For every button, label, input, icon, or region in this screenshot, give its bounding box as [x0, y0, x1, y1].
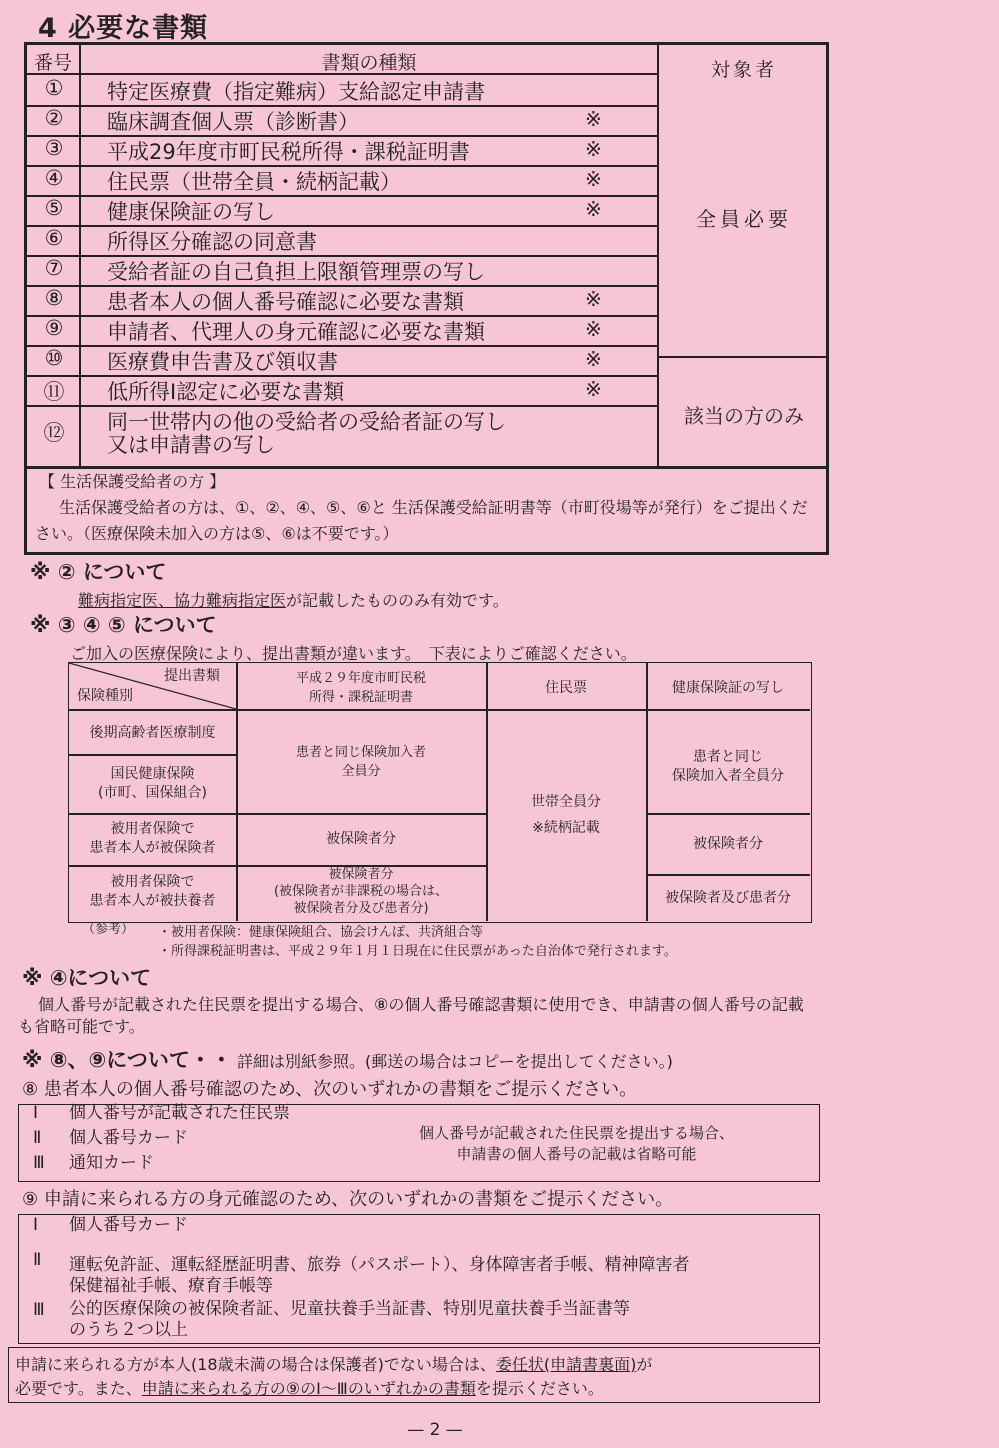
row-number: ⑦	[44, 256, 64, 280]
note-345-heading: ※ ③ ④ ⑤ について	[30, 613, 217, 637]
cell-hc-all-members: 患者と同じ 保険加入者全員分	[672, 749, 784, 784]
row-number: ③	[44, 136, 64, 160]
note-89-line	[22, 1044, 673, 1074]
cell-tax-dependent: 被保険者分 (被保険者が非課税の場合は、 被保険者分及び患者分)	[273, 867, 449, 916]
final-note-line-1: 申請に来られる方が本人(18歳未満の場合は保護者)でない場合は、委任状(申請書裏面)が	[15, 1355, 653, 1374]
row-number: ⑨	[44, 316, 64, 340]
row-mark: ※	[585, 347, 602, 371]
ref-label: （参考）	[82, 922, 135, 937]
target-applicable-only: 該当の方のみ	[684, 404, 804, 428]
row-employee-insured: 被用者保険で 患者本人が被保険者	[89, 821, 216, 856]
sec-9-item-3: 公的医療保険の被保険者証、児童扶養手当証書、特別児童扶養手当証書等 のうち２つ以上	[69, 1299, 630, 1340]
sec-9-roman-3: Ⅲ	[33, 1300, 45, 1320]
insurance-type-table	[68, 662, 812, 923]
row-number: ①	[44, 76, 64, 100]
row-employee-dependent: 被用者保険で 患者本人が被扶養者	[89, 874, 216, 909]
note-4-heading: ※ ④について	[22, 966, 152, 990]
cell-resident-household: 世帯全員分 ※続柄記載	[531, 794, 601, 836]
header-document-type: 書類の種類	[321, 52, 417, 74]
sec-8-heading: ⑧ 患者本人の個人番号確認のため、次のいずれかの書類をご提示ください。	[22, 1079, 638, 1100]
sec-9-roman-1: Ⅰ	[33, 1215, 39, 1235]
cell-tax-insured: 被保険者分	[326, 831, 396, 847]
sec-8-item-2: 個人番号カード	[69, 1128, 188, 1148]
row-document-name: 医療費申告書及び領収書	[107, 350, 338, 374]
sec-8-roman-2: Ⅱ	[33, 1128, 42, 1148]
welfare-recipients-box	[24, 468, 829, 555]
corner-submission-docs: 提出書類	[164, 668, 220, 684]
row-document-name: 住民票（世帯全員・続柄記載）	[107, 170, 401, 194]
sec-9-roman-2: Ⅱ	[33, 1250, 42, 1270]
ref-line-1: ・被用者保険：健康保険組合、協会けんぽ、共済組合等	[158, 925, 484, 940]
page-number: — 2 —	[407, 1420, 463, 1440]
row-document-name: 受給者証の自己負担上限額管理票の写し	[107, 260, 485, 284]
final-note-box	[8, 1347, 820, 1403]
col-resident-record: 住民票	[545, 680, 587, 696]
row-number: ⑧	[44, 286, 64, 310]
row-number: ⑥	[44, 226, 64, 250]
row-number: ⑫	[43, 421, 65, 445]
row-document-name: 臨床調査個人票（診断書）	[107, 110, 359, 134]
row-document-name-cont: 又は申請書の写し	[107, 433, 275, 457]
row-number: ⑤	[44, 196, 64, 220]
sec-8-item-3: 通知カード	[69, 1153, 154, 1173]
row-document-name: 平成29年度市町民税所得・課税証明書	[107, 140, 470, 164]
row-document-name: 所得区分確認の同意書	[107, 230, 317, 254]
row-document-name: 同一世帯内の他の受給者の受給者証の写し	[107, 410, 506, 434]
note-4-text: 個人番号が記載された住民票を提出する場合、⑧の個人番号確認書類に使用でき、申請書の個人番号の記載も省略可能です。	[18, 995, 804, 1036]
row-document-name: 患者本人の個人番号確認に必要な書類	[107, 290, 464, 314]
row-mark: ※	[585, 287, 602, 311]
row-mark: ※	[585, 377, 602, 401]
welfare-text: 生活保護受給者の方は、①、②、④、⑤、⑥と 生活保護受給証明書等（市町役場等が発行）をご提出ください。（医療保険未加入の方は⑤、⑥は不要です。）	[35, 498, 808, 543]
row-document-name: 低所得Ⅰ認定に必要な書類	[107, 380, 345, 404]
header-number: 番号	[33, 52, 72, 74]
col-tax-certificate: 平成２９年度市町民税 所得・課税証明書	[295, 671, 426, 705]
sec-9-box	[18, 1214, 820, 1344]
header-target: 対象者	[710, 59, 777, 81]
row-mark: ※	[585, 317, 602, 341]
sec-9-item-2: 運転免許証、運転経歴証明書、旅券（パスポート）、身体障害者手帳、精神障害者 保健福祉手帳、療育手帳等	[69, 1255, 690, 1296]
section-title: 4 必要な書類	[38, 13, 209, 44]
ref-line-2: ・所得課税証明書は、平成２９年１月１日現在に住民票があった自治体で発行されます。	[158, 944, 677, 959]
sec-8-roman-1: Ⅰ	[33, 1103, 39, 1123]
sec-8-box	[18, 1104, 820, 1182]
target-all-required: 全員必要	[696, 207, 792, 231]
sec-8-side-note: 個人番号が記載された住民票を提出する場合、 申請書の個人番号の記載は省略可能	[419, 1124, 735, 1163]
note-89-heading: ※ ⑧、⑨について・・	[22, 1048, 232, 1072]
row-number: ⑪	[43, 380, 65, 404]
corner-insurance-type: 保険種別	[77, 688, 133, 704]
note-89-text: 詳細は別紙参照。(郵送の場合はコピーを提出してください。)	[236, 1052, 673, 1071]
row-mark: ※	[585, 137, 602, 161]
row-late-elderly: 後期高齢者医療制度	[89, 725, 216, 741]
required-documents-table	[24, 42, 829, 469]
note-2-text: 難病指定医、協力難病指定医が記載したもののみ有効です。	[78, 591, 509, 610]
note-2-heading: ※ ② について	[30, 560, 167, 584]
cell-tax-all-members: 患者と同じ保険加入者 全員分	[295, 745, 426, 779]
row-document-name: 申請者、代理人の身元確認に必要な書類	[107, 320, 485, 344]
col-health-card-copy: 健康保険証の写し	[672, 680, 784, 696]
final-note-line-2: 必要です。また、申請に来られる方の⑨のⅠ～Ⅲのいずれかの書類を提示ください。	[15, 1379, 604, 1398]
cell-hc-dependent: 被保険者及び患者分	[665, 890, 791, 906]
row-number: ⑩	[44, 346, 64, 370]
welfare-title: 【 生活保護受給者の方 】	[39, 472, 226, 491]
note-345-text: ご加入の医療保険により、提出書類が違います。 下表によりご確認ください。	[70, 644, 637, 663]
row-document-name: 特定医療費（指定難病）支給認定申請書	[107, 80, 485, 104]
row-document-name: 健康保険証の写し	[107, 200, 275, 224]
cell-hc-insured: 被保険者分	[693, 836, 763, 852]
row-number: ②	[44, 106, 64, 130]
row-mark: ※	[585, 107, 602, 131]
sec-8-item-1: 個人番号が記載された住民票	[69, 1103, 290, 1123]
row-mark: ※	[585, 167, 602, 191]
row-number: ④	[44, 166, 64, 190]
sec-9-heading: ⑨ 申請に来られる方の身元確認のため、次のいずれかの書類をご提示ください。	[22, 1189, 674, 1210]
sec-9-item-1: 個人番号カード	[69, 1215, 188, 1235]
sec-8-roman-3: Ⅲ	[33, 1153, 45, 1173]
row-mark: ※	[585, 197, 602, 221]
row-national-health: 国民健康保険 (市町、国保組合)	[98, 766, 207, 801]
